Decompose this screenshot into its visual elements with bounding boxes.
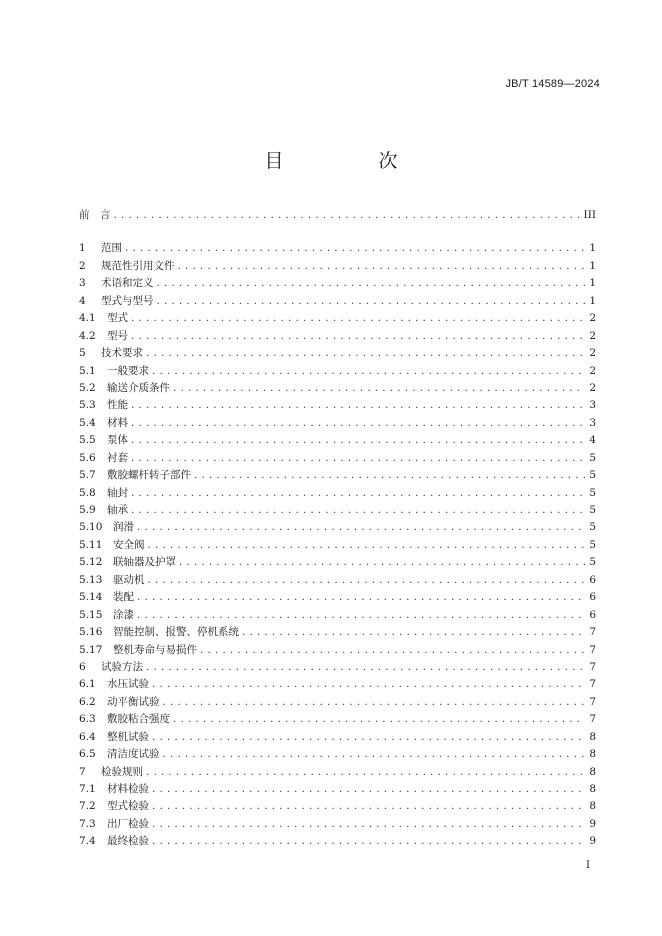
toc-entry[interactable] [79, 450, 596, 467]
toc-entry[interactable] [79, 572, 596, 589]
toc-entry[interactable] [79, 502, 596, 519]
toc-dot-leader [152, 781, 585, 798]
toc-entry-page: 8 [589, 748, 596, 761]
toc-entry-number: 6.5 [79, 748, 96, 761]
toc-entry-title: 输送介质条件 [107, 381, 170, 394]
toc-dot-leader [148, 537, 586, 554]
toc-entry-title: 驱动机 [113, 573, 145, 586]
toc-entry-page: 6 [589, 591, 596, 604]
toc-entry[interactable] [79, 764, 596, 781]
toc-entry-title: 型式与型号 [101, 294, 154, 307]
toc-entry-title: 轴承 [107, 504, 128, 516]
toc-entry-page: 8 [589, 730, 596, 743]
toc-dot-leader [152, 816, 585, 833]
toc-dot-leader [157, 293, 586, 310]
toc-entry-number: 5 [79, 347, 86, 360]
toc-entry-page: 9 [589, 835, 596, 848]
toc-entry-number: 2 [79, 259, 86, 272]
toc-entry-number: 5.7 [79, 469, 96, 482]
toc-entry-title: 水压试验 [107, 678, 149, 691]
toc-entry-page: 6 [589, 608, 596, 621]
toc-entry-number: 7.2 [79, 800, 96, 813]
toc-entry-number: 4.1 [79, 312, 96, 325]
toc-entry-title: 检验规则 [101, 765, 143, 778]
toc-entry-page: 3 [589, 399, 596, 412]
toc-dot-leader [131, 432, 585, 449]
toc-dot-leader [131, 485, 585, 502]
toc-entry[interactable] [79, 397, 596, 414]
toc-entry-title: 轴封 [107, 486, 128, 499]
toc-entry-title: 装配 [113, 591, 134, 604]
toc-entry-title: 清洁度试验 [107, 748, 160, 761]
toc-entry-page: 5 [589, 451, 596, 464]
toc-entry[interactable] [79, 659, 596, 676]
toc-entry-page: 1 [589, 259, 596, 272]
toc-entry-number: 5.3 [79, 399, 96, 412]
toc-entry-title: 润滑 [113, 521, 134, 534]
toc-entry-number: 5.17 [79, 643, 103, 656]
toc-entry[interactable] [79, 207, 596, 224]
toc-entry-title: 试验方法 [101, 660, 143, 673]
toc-entry-number: 5.12 [79, 556, 103, 569]
toc-entry-number: 7 [79, 765, 86, 778]
toc-entry-title: 安全阀 [113, 538, 145, 551]
toc-entry-number: 5.1 [79, 364, 96, 377]
toc-dot-leader [148, 572, 586, 589]
toc-entry[interactable] [79, 467, 596, 484]
toc-entry-number: 3 [79, 277, 86, 290]
toc-dot-leader [163, 746, 586, 763]
toc-dot-leader [114, 207, 581, 224]
toc-entry-page: 6 [589, 573, 596, 586]
toc-entry-number: 7.3 [79, 817, 96, 830]
toc-entry-page: 5 [589, 521, 596, 534]
toc-entry-title: 动平衡试验 [107, 695, 160, 708]
toc-entry-number: 4.2 [79, 329, 96, 342]
toc-entry-title: 联轴器及护罩 [113, 556, 176, 569]
toc-entry-page: 4 [589, 434, 596, 447]
toc-entry[interactable] [79, 642, 596, 659]
toc-dot-leader [157, 275, 586, 292]
toc-entry[interactable] [79, 363, 596, 380]
toc-entry-page: 5 [589, 469, 596, 482]
toc-entry-title: 最终检验 [107, 835, 149, 848]
toc-entry-number: 5.4 [79, 416, 96, 429]
toc-entry-number: 7.4 [79, 835, 96, 848]
toc-entry-title: 性能 [107, 399, 128, 412]
toc-entry-page: 5 [589, 556, 596, 569]
toc-dot-leader [152, 363, 585, 380]
toc-entry[interactable] [79, 275, 596, 292]
toc-entry-page: 2 [589, 312, 596, 325]
toc-entry-title: 整机寿命与易损件 [113, 643, 197, 656]
page-number: I [586, 860, 590, 871]
toc-entry-number: 6.2 [79, 695, 96, 708]
toc-dot-leader [137, 607, 585, 624]
toc-entry-number: 1 [79, 242, 86, 255]
toc-entry-page: 7 [589, 626, 596, 639]
toc-entry-title: 型式 [107, 312, 128, 325]
toc-entry-title: 型式检验 [107, 800, 149, 813]
toc-entry-page: III [583, 209, 596, 221]
toc-entry-title: 整机试验 [107, 730, 149, 743]
page-title: 目 次 [264, 150, 436, 172]
toc-entry-page: 9 [589, 817, 596, 830]
toc-dot-leader [146, 764, 585, 781]
toc-entry-title: 材料 [107, 416, 128, 429]
toc-entry[interactable] [79, 415, 596, 432]
toc-entry-page: 3 [589, 416, 596, 429]
toc-dot-leader [146, 345, 585, 362]
toc-entry[interactable] [79, 293, 596, 310]
toc-entry-title: 涂漆 [113, 608, 134, 621]
toc-entry[interactable] [79, 798, 596, 815]
toc-entry[interactable] [79, 816, 596, 833]
toc-entry[interactable] [79, 694, 596, 711]
toc-entry-page: 2 [589, 329, 596, 342]
toc-entry[interactable] [79, 711, 596, 728]
toc-dot-leader [152, 833, 585, 850]
toc-entry[interactable] [79, 589, 596, 606]
toc-entry[interactable] [79, 676, 596, 693]
toc-entry[interactable] [79, 240, 596, 257]
toc-dot-leader [179, 554, 585, 571]
toc-dot-leader [152, 798, 585, 815]
toc-entry-number: 5.5 [79, 434, 96, 447]
toc-entry-page: 5 [589, 504, 596, 516]
toc-dot-leader [194, 467, 585, 484]
toc-entry[interactable] [79, 833, 596, 850]
toc-entry-page: 1 [589, 242, 596, 255]
toc-entry[interactable] [79, 345, 596, 362]
toc-entry-page: 5 [589, 538, 596, 551]
toc-entry-number: 5.6 [79, 451, 96, 464]
toc-dot-leader [131, 450, 585, 467]
toc-entry-page: 7 [589, 660, 596, 673]
document-code: JB/T 14589—2024 [505, 78, 600, 90]
toc-entry[interactable] [79, 310, 596, 327]
toc-entry[interactable] [79, 729, 596, 746]
toc-entry[interactable] [79, 328, 596, 345]
toc-entry-page: 2 [589, 381, 596, 394]
table-of-contents [79, 207, 596, 851]
toc-entry-title: 规范性引用文件 [101, 259, 175, 272]
toc-dot-leader [125, 240, 585, 257]
toc-entry-title: 敷胶粘合强度 [107, 713, 170, 726]
toc-entry[interactable] [79, 258, 596, 275]
toc-entry-page: 7 [589, 678, 596, 691]
toc-entry-title: 泵体 [107, 434, 128, 447]
toc-dot-leader [152, 729, 585, 746]
toc-entry[interactable] [79, 746, 596, 763]
toc-entry-title: 技术要求 [101, 347, 143, 360]
toc-entry-title: 智能控制、报警、停机系统 [113, 626, 239, 639]
toc-entry-number: 4 [79, 294, 86, 307]
toc-entry-page: 2 [589, 347, 596, 360]
toc-entry-page: 7 [589, 695, 596, 708]
toc-entry[interactable] [79, 781, 596, 798]
toc-entry-title: 衬套 [107, 451, 128, 464]
toc-entry-page: 8 [589, 783, 596, 795]
toc-dot-leader [137, 519, 585, 536]
toc-entry[interactable] [79, 432, 596, 449]
toc-entry-number: 5.9 [79, 504, 96, 516]
toc-entry[interactable] [79, 554, 596, 571]
toc-entry-number: 5.11 [79, 538, 103, 551]
toc-entry-title: 材料检验 [107, 783, 149, 795]
toc-dot-leader [173, 380, 585, 397]
toc-entry-page: 7 [589, 713, 596, 726]
toc-dot-leader [131, 415, 585, 432]
toc-entry-page: 8 [589, 765, 596, 778]
toc-dot-leader [163, 694, 586, 711]
toc-entry[interactable] [79, 485, 596, 502]
toc-entry[interactable] [79, 624, 596, 641]
toc-entry-title: 范围 [101, 242, 122, 255]
toc-dot-leader [131, 328, 585, 345]
toc-entry-title: 敷胶螺杆转子部件 [107, 469, 191, 482]
toc-entry-number: 5.2 [79, 381, 96, 394]
toc-dot-leader [146, 659, 585, 676]
toc-entry-title: 一般要求 [107, 364, 149, 377]
toc-entry-number: 5.10 [79, 521, 103, 534]
toc-entry-number: 5.13 [79, 573, 103, 586]
toc-entry-page: 2 [589, 364, 596, 377]
toc-entry-number: 6.3 [79, 713, 96, 726]
toc-entry[interactable] [79, 519, 596, 536]
toc-entry-number: 6.1 [79, 678, 96, 691]
toc-dot-leader [200, 642, 585, 659]
toc-entry-title: 出厂检验 [107, 817, 149, 830]
toc-entry-number: 5.8 [79, 486, 96, 499]
toc-dot-leader [152, 676, 585, 693]
toc-dot-leader [131, 310, 585, 327]
toc-entry-page: 8 [589, 800, 596, 813]
toc-entry-number: 5.14 [79, 591, 103, 604]
toc-entry-number: 5.15 [79, 608, 103, 621]
toc-entry-page: 1 [589, 294, 596, 307]
toc-entry[interactable] [79, 607, 596, 624]
toc-entry-title: 术语和定义 [101, 277, 154, 290]
toc-entry-page: 5 [589, 486, 596, 499]
toc-entry-title: 前 言 [79, 209, 111, 221]
toc-dot-leader [131, 397, 585, 414]
toc-entry[interactable] [79, 380, 596, 397]
toc-entry-title: 型号 [107, 329, 128, 342]
toc-entry-page: 7 [589, 643, 596, 656]
toc-entry-number: 7.1 [79, 783, 96, 795]
toc-entry-number: 6.4 [79, 730, 96, 743]
toc-dot-leader [173, 711, 585, 728]
toc-dot-leader [242, 624, 585, 641]
toc-dot-leader [137, 589, 585, 606]
toc-dot-leader [131, 502, 585, 519]
toc-entry-number: 6 [79, 660, 86, 673]
toc-entry[interactable] [79, 537, 596, 554]
toc-dot-leader [178, 258, 586, 275]
toc-entry-page: 1 [589, 277, 596, 290]
toc-entry-number: 5.16 [79, 626, 103, 639]
